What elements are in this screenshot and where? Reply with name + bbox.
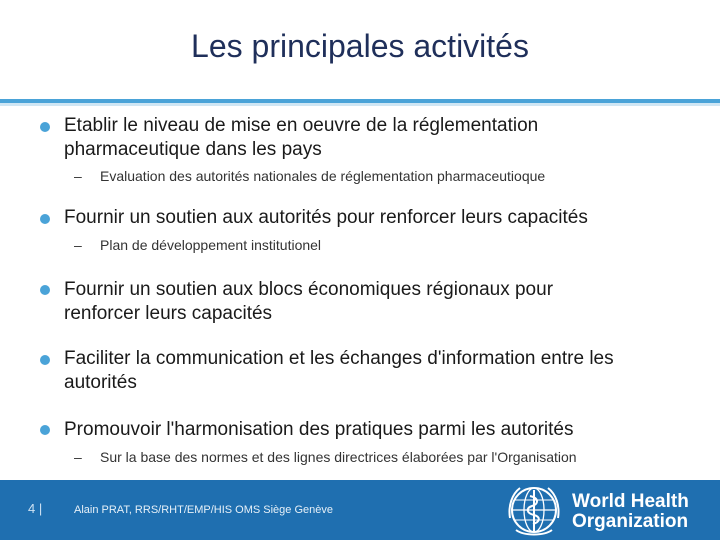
slide-title: Les principales activités — [191, 28, 529, 64]
organization-name-line-1: World Health — [572, 491, 689, 512]
organization-name — [572, 492, 689, 532]
dash-icon: – — [74, 237, 82, 253]
bullet-1 — [64, 114, 694, 162]
bullet-3-line-1: Fournir un soutien aux blocs économiques régionaux pour — [64, 279, 554, 300]
bullet-4 — [64, 347, 694, 395]
bullet-3 — [64, 278, 694, 326]
bullet-dot-icon — [40, 355, 50, 365]
page-number: 4 | — [28, 501, 43, 516]
bullet-5 — [64, 418, 694, 442]
footer-author: Alain PRAT, RRS/RHT/EMP/HIS OMS Siège Genève — [74, 504, 333, 516]
bullet-1-sub-1: Evaluation des autorités nationales de réglementation pharmaceutioque — [100, 168, 546, 184]
bullet-3-line-2: renforcer leurs capacités — [64, 303, 273, 324]
bullet-1-line-2: pharmaceutique dans les pays — [64, 139, 322, 160]
who-emblem-icon — [506, 482, 562, 538]
bullet-4-line-1: Faciliter la communication et les échanges d'information entre les — [64, 348, 614, 369]
bullet-2-sub-1: Plan de développement institutionel — [100, 237, 322, 253]
bullet-dot-icon — [40, 285, 50, 295]
bullet-5-line-1: Promouvoir l'harmonisation des pratiques parmi les autorités — [64, 419, 574, 440]
bullet-1-line-1: Etablir le niveau de mise en oeuvre de la réglementation — [64, 115, 539, 136]
dash-icon: – — [74, 168, 82, 184]
bullet-5-sub-1: Sur la base des normes et des lignes directrices élaborées par l'Organisation — [100, 449, 577, 465]
bullet-dot-icon — [40, 214, 50, 224]
bullet-2 — [64, 206, 694, 230]
organization-name-line-2: Organization — [572, 511, 689, 532]
bullet-4-line-2: autorités — [64, 372, 137, 393]
bullet-2-line-1: Fournir un soutien aux autorités pour renforcer leurs capacités — [64, 207, 588, 228]
dash-icon: – — [74, 449, 82, 465]
bullet-dot-icon — [40, 122, 50, 132]
bullet-dot-icon — [40, 425, 50, 435]
